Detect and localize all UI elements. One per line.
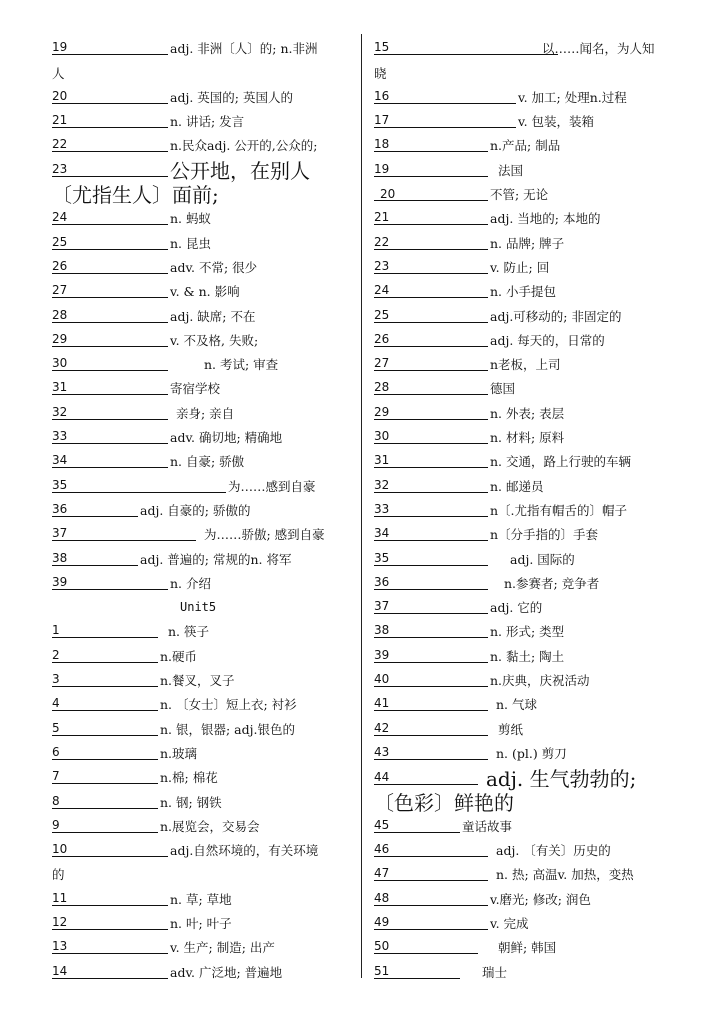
blank-number[interactable]: 12 [52, 915, 168, 930]
blank-number[interactable]: 4 [52, 696, 158, 711]
definition: adj. 英国的; 英国人的 [170, 89, 293, 105]
definition: n. 交通，路上行驶的车辆 [490, 454, 631, 470]
vocab-row [52, 571, 352, 595]
definition: n. 讲话; 发言 [170, 114, 245, 130]
vocab-row [52, 328, 352, 352]
blank-number[interactable]: 30 [374, 429, 488, 444]
blank-number[interactable]: 35 [52, 478, 226, 493]
vocab-row [374, 886, 670, 910]
blank-number[interactable]: 49 [374, 915, 488, 930]
vocab-row [52, 838, 352, 862]
blank-number[interactable]: 6 [52, 745, 158, 760]
definition-continuation: 晓 [374, 65, 387, 81]
blank-number[interactable]: 22 [374, 235, 488, 250]
definition: n. 蚂蚁 [170, 211, 211, 227]
definition: adv. 广泛地; 普遍地 [170, 964, 283, 980]
definition: v. 包装，装箱 [518, 114, 595, 130]
blank-number[interactable]: 27 [374, 356, 488, 371]
vocab-row [374, 255, 670, 279]
vocab-row [374, 182, 670, 206]
definition: n. (pl.) 剪刀 [496, 745, 567, 761]
definition: n〔分手指的〕手套 [490, 527, 599, 543]
vocab-row [374, 911, 670, 935]
definition: 公开地，在别人 [170, 159, 310, 184]
definition: v.磨光; 修改; 润色 [490, 891, 591, 907]
vocab-row [52, 522, 352, 546]
blank-number[interactable]: 20 [52, 89, 168, 104]
vocab-row [52, 692, 352, 716]
blank-number[interactable]: 15 [374, 40, 558, 55]
blank-number[interactable]: 30 [52, 356, 168, 371]
vocab-row [52, 230, 352, 254]
vocab-row [374, 522, 670, 546]
blank-number[interactable]: 42 [374, 721, 488, 736]
definition: adv. 不常; 很少 [170, 259, 258, 275]
blank-number[interactable]: 22 [52, 137, 168, 152]
definition: adv. 确切地; 精确地 [170, 430, 283, 446]
blank-number[interactable]: 31 [52, 380, 168, 395]
blank-number[interactable]: 38 [374, 623, 488, 638]
vocab-row [374, 449, 670, 473]
definition: n.庆典，庆祝活动 [490, 673, 590, 689]
blank-number[interactable]: 39 [52, 575, 168, 590]
definition: adj. 缺席; 不在 [170, 308, 256, 324]
blank-number[interactable]: 23 [374, 259, 488, 274]
vocab-row [52, 716, 352, 740]
blank-number[interactable]: 1 [52, 623, 158, 638]
blank-number[interactable]: 46 [374, 842, 488, 857]
vocab-row-continuation [52, 862, 352, 886]
blank-number[interactable]: 28 [52, 308, 168, 323]
blank-number[interactable]: 37 [374, 599, 488, 614]
definition: 以……闻名，为人知 [542, 41, 655, 57]
definition: n.参赛者; 竞争者 [504, 575, 600, 591]
definition-continuation: 人 [52, 65, 65, 81]
definition: n. 外表; 表层 [490, 405, 565, 421]
blank-number[interactable]: 37 [52, 526, 196, 541]
blank-number[interactable]: 24 [374, 283, 488, 298]
blank-number[interactable]: 26 [52, 259, 168, 274]
blank-number[interactable]: 47 [374, 866, 488, 881]
definition: 法国 [498, 162, 524, 178]
blank-number[interactable]: 11 [52, 891, 168, 906]
definition: n.餐叉，叉子 [160, 673, 235, 689]
vocab-row [374, 571, 670, 595]
vocab-row [52, 376, 352, 400]
blank-number[interactable]: 33 [374, 502, 488, 517]
blank-number[interactable]: 21 [52, 113, 168, 128]
blank-number[interactable]: 25 [374, 308, 488, 323]
definition: n〔.尤指有帽舌的〕帽子 [490, 502, 628, 518]
vocab-row [374, 328, 670, 352]
vocab-row [52, 36, 352, 60]
definition: n. 银，银器; adj.银色的 [160, 721, 295, 737]
vocab-row [52, 303, 352, 327]
definition: adj. 它的 [490, 600, 543, 616]
vocab-row [374, 279, 670, 303]
definition: v. 加工; 处理n.过程 [518, 89, 627, 105]
blank-number[interactable]: 20 [374, 187, 488, 201]
right-column [374, 36, 670, 984]
definition: 为……骄傲; 感到自豪 [204, 527, 325, 543]
blank-number[interactable]: 39 [374, 648, 488, 663]
definition: n. 自豪; 骄傲 [170, 454, 245, 470]
blank-number[interactable]: 34 [52, 453, 168, 468]
blank-number[interactable]: 41 [374, 696, 488, 711]
definition: n.展览会，交易会 [160, 818, 260, 834]
vocab-row [374, 668, 670, 692]
blank-number[interactable]: 44 [374, 770, 478, 785]
definition: adj. 每天的，日常的 [490, 332, 605, 348]
definition: adj. 自豪的; 骄傲的 [140, 502, 251, 518]
left-column [52, 36, 352, 984]
vocab-row [374, 862, 670, 886]
vocab-row [374, 765, 670, 814]
vocab-row [52, 911, 352, 935]
definition: n. 黏土; 陶土 [490, 648, 565, 664]
vocab-row [52, 765, 352, 789]
definition: n. 材料; 原料 [490, 430, 565, 446]
definition: 不管; 无论 [490, 187, 549, 203]
definition: 德国 [490, 381, 516, 397]
definition: 朝鲜; 韩国 [498, 940, 557, 956]
vocab-row [374, 230, 670, 254]
vocab-row [52, 643, 352, 667]
blank-number[interactable]: 38 [52, 551, 138, 566]
vocab-row [374, 133, 670, 157]
vocab-row [52, 619, 352, 643]
vocab-row [52, 449, 352, 473]
blank-number[interactable]: 48 [374, 891, 488, 906]
definition: v. 完成 [490, 915, 529, 931]
vocab-row [52, 814, 352, 838]
vocab-row [52, 959, 352, 983]
definition: n. 小手提包 [490, 284, 556, 300]
blank-number[interactable]: 14 [52, 964, 168, 979]
vocab-row [374, 546, 670, 570]
vocab-row [52, 498, 352, 522]
blank-number[interactable]: 13 [52, 939, 168, 954]
definition: n. 筷子 [168, 624, 209, 640]
vocab-row [52, 886, 352, 910]
blank-number[interactable]: 19 [52, 40, 168, 55]
blank-number[interactable]: 32 [374, 478, 488, 493]
blank-number[interactable]: 5 [52, 721, 158, 736]
definition: n. 品牌; 牌子 [490, 235, 565, 251]
vocab-row [52, 157, 352, 206]
blank-number[interactable]: 45 [374, 818, 460, 833]
definition: n. 〔女士〕短上衣; 衬衫 [160, 697, 297, 713]
definition: adj. 当地的; 本地的 [490, 211, 601, 227]
blank-number[interactable]: 34 [374, 526, 488, 541]
definition: n. 气球 [496, 697, 537, 713]
definition: n老板，上司 [490, 357, 561, 373]
vocab-row [52, 352, 352, 376]
blank-number[interactable]: 18 [374, 137, 488, 152]
definition: adj.自然环境的，有关环境 [170, 843, 319, 859]
vocab-row [374, 814, 670, 838]
column-divider [361, 34, 362, 978]
vocab-row [374, 473, 670, 497]
blank-number[interactable]: 28 [374, 380, 488, 395]
vocab-row [374, 741, 670, 765]
blank-number[interactable]: 51 [374, 964, 460, 979]
vocab-row-continuation [374, 60, 670, 84]
blank-number[interactable]: 7 [52, 769, 158, 784]
definition: 寄宿学校 [170, 381, 221, 397]
vocab-row [374, 303, 670, 327]
blank-number[interactable]: 3 [52, 672, 158, 687]
vocab-row [52, 206, 352, 230]
vocab-row [374, 619, 670, 643]
blank-number[interactable]: 9 [52, 818, 158, 833]
vocab-row [52, 789, 352, 813]
vocab-row [374, 85, 670, 109]
definition: n. 热; 高温v. 加热，变热 [496, 867, 634, 883]
definition: 童话故事 [462, 818, 513, 834]
blank-number[interactable]: 29 [374, 405, 488, 420]
definition: adj. 非洲〔人〕的; n.非洲 [170, 41, 318, 57]
definition: n.玻璃 [160, 745, 198, 761]
blank-number[interactable]: 25 [52, 235, 168, 250]
vocab-row [52, 741, 352, 765]
definition: n.产品; 制品 [490, 138, 561, 154]
vocab-row [374, 109, 670, 133]
blank-number[interactable]: 35 [374, 551, 488, 566]
definition: adj. 生气勃勃的; [486, 766, 637, 791]
vocab-row [374, 692, 670, 716]
definition: n. 邮递员 [490, 478, 544, 494]
unit-heading: Unit5 [180, 599, 217, 614]
definition: v. & n. 影响 [170, 284, 240, 300]
definition: adj. 普遍的; 常规的n. 将军 [140, 551, 292, 567]
blank-number[interactable]: 23 [52, 162, 168, 177]
definition: n. 昆虫 [170, 235, 211, 251]
definition: 亲身; 亲自 [176, 405, 235, 421]
definition: n.民众adj. 公开的,公众的; [170, 138, 318, 154]
vocab-row [52, 546, 352, 570]
vocab-row [374, 498, 670, 522]
blank-number[interactable]: 26 [374, 332, 488, 347]
blank-number[interactable]: 50 [374, 939, 478, 954]
definition: 剪纸 [498, 721, 524, 737]
vocab-row [374, 643, 670, 667]
blank-number[interactable]: 16 [374, 89, 516, 104]
vocab-row [52, 935, 352, 959]
blank-number[interactable]: 27 [52, 283, 168, 298]
vocab-row [374, 838, 670, 862]
vocab-row [374, 376, 670, 400]
definition: 瑞士 [482, 964, 508, 980]
vocab-row [374, 36, 670, 60]
blank-number[interactable]: 43 [374, 745, 488, 760]
vocab-row [52, 255, 352, 279]
blank-number[interactable]: 21 [374, 210, 488, 225]
blank-number[interactable]: 8 [52, 794, 158, 809]
definition: 为……感到自豪 [228, 478, 316, 494]
definition: adj.可移动的; 非固定的 [490, 308, 622, 324]
vocab-row [374, 206, 670, 230]
vocab-row [374, 352, 670, 376]
vocab-row [52, 85, 352, 109]
definition: n.棉; 棉花 [160, 770, 218, 786]
vocab-row [374, 400, 670, 424]
vocab-row [52, 668, 352, 692]
vocab-row [52, 133, 352, 157]
definition: n. 考试; 审查 [204, 357, 279, 373]
definition: adj. 国际的 [510, 551, 575, 567]
vocab-row [52, 279, 352, 303]
definition: n. 钢; 钢铁 [160, 794, 222, 810]
blank-number[interactable]: 29 [52, 332, 168, 347]
definition: v. 防止; 回 [490, 259, 550, 275]
definition: n. 形式; 类型 [490, 624, 565, 640]
vocab-row [374, 595, 670, 619]
vocab-row [52, 425, 352, 449]
definition: v. 不及格, 失败; [170, 332, 259, 348]
blank-number[interactable]: 10 [52, 842, 168, 857]
vocab-row [374, 157, 670, 181]
definition-continuation: 〔色彩〕鲜艳的 [374, 790, 514, 815]
blank-number[interactable]: 32 [52, 405, 168, 420]
blank-number[interactable]: 31 [374, 453, 488, 468]
definition: n. 介绍 [170, 575, 211, 591]
blank-number[interactable]: 36 [52, 502, 138, 517]
definition: n. 草; 草地 [170, 891, 232, 907]
blank-number[interactable]: 36 [374, 575, 488, 590]
vocab-row [52, 400, 352, 424]
definition-continuation: 〔尤指生人〕面前; [52, 183, 219, 208]
blank-number[interactable]: 24 [52, 210, 168, 225]
vocab-row [52, 109, 352, 133]
definition: v. 生产; 制造; 出产 [170, 940, 275, 956]
definition: n. 叶; 叶子 [170, 915, 232, 931]
vocab-row [374, 425, 670, 449]
vocab-row [374, 935, 670, 959]
blank-number[interactable]: 40 [374, 672, 488, 687]
blank-number[interactable]: 33 [52, 429, 168, 444]
definition: adj. 〔有关〕历史的 [496, 843, 611, 859]
vocab-row [52, 473, 352, 497]
vocab-row [374, 959, 670, 983]
vocab-row [374, 716, 670, 740]
blank-number[interactable]: 2 [52, 648, 158, 663]
vocab-row-continuation [52, 60, 352, 84]
blank-number[interactable]: 19 [374, 162, 488, 177]
definition-continuation: 的 [52, 867, 65, 883]
blank-number[interactable]: 17 [374, 113, 516, 128]
definition: n.硬币 [160, 648, 198, 664]
